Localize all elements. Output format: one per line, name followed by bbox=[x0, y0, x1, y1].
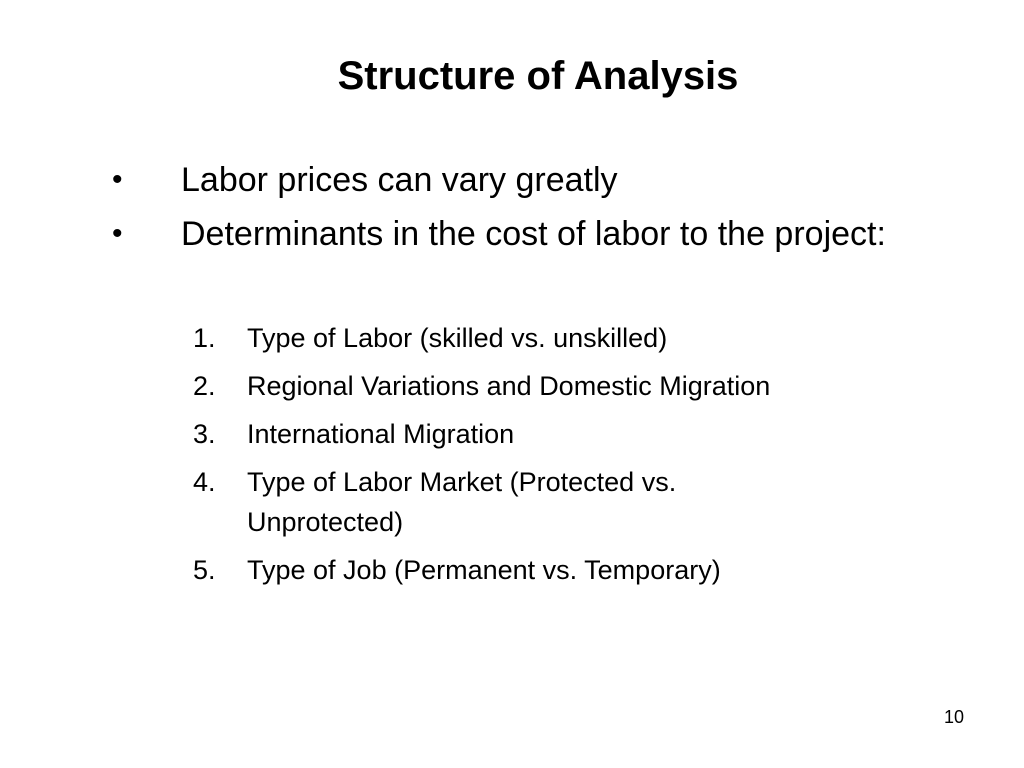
determinant-number: 1. bbox=[193, 323, 216, 353]
determinant-item bbox=[193, 366, 833, 406]
determinant-number: 3. bbox=[193, 419, 216, 449]
determinant-text: Type of Labor Market (Protected vs. Unprotected) bbox=[247, 467, 677, 537]
determinant-item bbox=[193, 318, 833, 358]
determinant-text: International Migration bbox=[247, 419, 515, 449]
bullet-marker: • bbox=[112, 217, 123, 250]
determinant-item bbox=[193, 414, 833, 454]
determinant-text: Regional Variations and Domestic Migration bbox=[247, 371, 771, 401]
determinants-list bbox=[193, 318, 833, 598]
bullet-text: Determinants in the cost of labor to the project: bbox=[181, 215, 886, 253]
determinant-number: 2. bbox=[193, 371, 216, 401]
bullet-item bbox=[112, 212, 892, 256]
bullet-marker: • bbox=[112, 163, 123, 196]
determinant-number: 4. bbox=[193, 467, 216, 497]
determinant-item bbox=[193, 550, 833, 590]
determinant-text: Type of Labor (skilled vs. unskilled) bbox=[247, 323, 668, 353]
determinant-number: 5. bbox=[193, 555, 216, 585]
determinant-text: Type of Job (Permanent vs. Temporary) bbox=[247, 555, 721, 585]
slide-title: Structure of Analysis bbox=[337, 54, 739, 98]
page-number: 10 bbox=[943, 707, 964, 727]
bullet-item bbox=[112, 158, 892, 202]
bullet-list bbox=[112, 158, 892, 266]
bullet-text: Labor prices can vary greatly bbox=[181, 161, 618, 199]
determinant-item bbox=[193, 462, 833, 542]
